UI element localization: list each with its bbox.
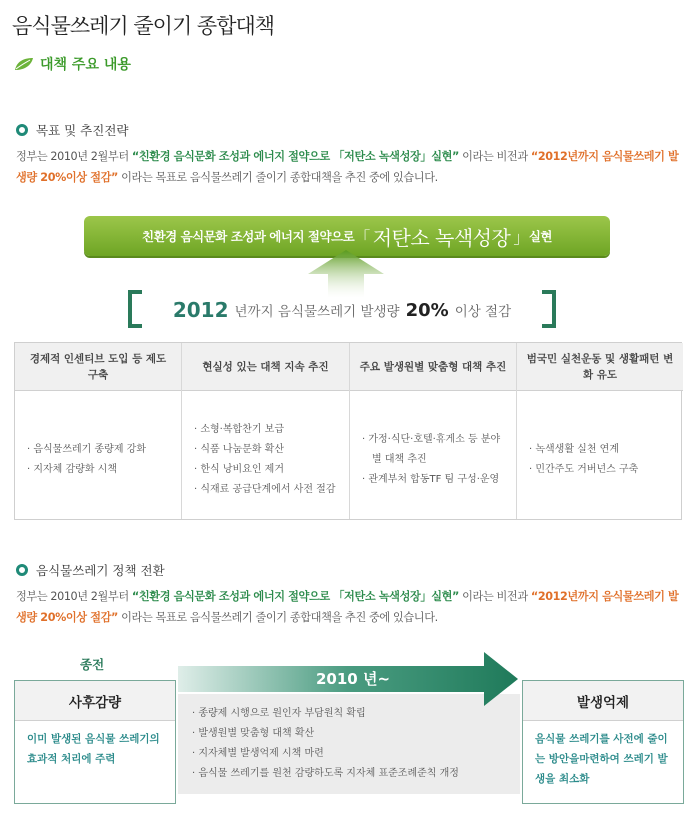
para-text: 이라는 비전과 bbox=[458, 590, 531, 603]
goal-year: 2012 bbox=[172, 298, 229, 322]
banner-bracket: 」 bbox=[513, 227, 529, 247]
section-heading-policy bbox=[16, 561, 165, 579]
para-text: 이라는 비전과 bbox=[458, 150, 531, 163]
strategy-head: 현실성 있는 대책 지속 추진 bbox=[182, 343, 349, 391]
timeline-item: · 종량제 시행으로 원인자 부담원칙 확립 bbox=[192, 708, 366, 719]
strategy-item: · 식품 나눔문화 확산 bbox=[194, 444, 284, 455]
strategy-item: · 한식 낭비요인 제거 bbox=[194, 464, 284, 475]
sub-heading bbox=[14, 54, 131, 74]
before-box-title: 사후감량 bbox=[15, 681, 175, 721]
strategy-column bbox=[350, 343, 517, 519]
section-heading-goals bbox=[16, 121, 128, 139]
para-text: 정부는 2010년 2월부터 bbox=[16, 150, 132, 163]
strategy-column bbox=[15, 343, 182, 519]
timeline-items bbox=[192, 704, 459, 784]
goal-statement bbox=[128, 290, 556, 330]
strategy-body bbox=[182, 391, 349, 519]
before-label: 종전 bbox=[80, 657, 105, 672]
goal-quote: “2012년까지 음식물쓰레기 발생량 20%이상 절감” bbox=[16, 590, 679, 624]
banner-text: 친환경 음식문화 조성과 에너지 절약으로 bbox=[142, 229, 355, 244]
bracket-right bbox=[542, 290, 556, 328]
strategy-item: · 민간주도 거버넌스 구축 bbox=[529, 464, 639, 475]
goal-text: 년까지 음식물쓰레기 발생량 bbox=[234, 304, 400, 320]
bullet-icon bbox=[16, 564, 28, 576]
timeline-item: · 음식물 쓰레기를 원천 감량하도록 지자체 표준조례준칙 개정 bbox=[192, 768, 459, 779]
goal-percent: 20% bbox=[405, 299, 449, 321]
para-text: 이라는 목표로 음식물쓰레기 줄이기 종합대책을 추진 중에 있습니다. bbox=[117, 611, 438, 624]
banner-highlight: 저탄소 녹색성장 bbox=[372, 225, 511, 250]
strategy-body bbox=[15, 391, 181, 519]
strategy-item: · 음식물쓰레기 종량제 강화 bbox=[27, 444, 146, 455]
sub-heading-label: 대책 주요 내용 bbox=[40, 57, 131, 73]
timeline-year: 2010 년~ bbox=[316, 670, 391, 688]
strategy-item: · 지자체 감량화 시책 bbox=[27, 464, 117, 475]
goal-text: 이상 절감 bbox=[454, 304, 512, 320]
after-box bbox=[522, 680, 684, 804]
strategy-item: · 관계부처 합동TF 팀 구성·운영 bbox=[362, 474, 500, 485]
strategy-item: · 소형·복합찬기 보급 bbox=[194, 424, 284, 435]
after-box-text: 음식물 쓰레기를 사전에 줄이는 방안을마련하여 쓰레기 발생을 최소화 bbox=[535, 733, 668, 785]
page-title: 음식물쓰레기 줄이기 종합대책 bbox=[12, 14, 275, 38]
para-text: 정부는 2010년 2월부터 bbox=[16, 590, 132, 603]
strategy-head: 범국민 실천운동 및 생활패턴 변화 유도 bbox=[517, 343, 683, 391]
strategy-column bbox=[517, 343, 683, 519]
strategy-body bbox=[517, 391, 683, 519]
after-box-title: 발생억제 bbox=[523, 681, 683, 721]
strategy-head: 경제적 인센티브 도입 등 제도 구축 bbox=[15, 343, 181, 391]
vision-quote: “친환경 음식문화 조성과 에너지 절약으로 「저탄소 녹색성장」실현” bbox=[131, 590, 459, 603]
timeline-item: · 지자체별 발생억제 시책 마련 bbox=[192, 748, 324, 759]
goal-quote: “2012년까지 음식물쓰레기 발생량 20%이상 절감” bbox=[16, 150, 679, 184]
banner-text: 실현 bbox=[528, 229, 552, 244]
strategy-body bbox=[350, 391, 516, 519]
bracket-left bbox=[128, 290, 142, 328]
strategy-head: 주요 발생원별 맞춤형 대책 추진 bbox=[350, 343, 516, 391]
section1-paragraph bbox=[16, 146, 688, 188]
vision-quote: “친환경 음식문화 조성과 에너지 절약으로 「저탄소 녹색성장」실현” bbox=[131, 150, 459, 163]
bullet-icon bbox=[16, 124, 28, 136]
strategy-table bbox=[14, 342, 682, 520]
strategy-column bbox=[182, 343, 350, 519]
timeline-item: · 발생원별 맞춤형 대책 확산 bbox=[192, 728, 315, 739]
section-heading-label: 목표 및 추진전략 bbox=[36, 123, 129, 138]
strategy-item: · 가정·식단·호텔·휴게소 등 분야별 대책 추진 bbox=[362, 434, 501, 465]
before-box-text: 이미 발생된 음식물 쓰레기의 효과적 처리에 주력 bbox=[27, 733, 160, 765]
banner-bracket: 「 bbox=[354, 227, 370, 247]
para-text: 이라는 목표로 음식물쓰레기 줄이기 종합대책을 추진 중에 있습니다. bbox=[117, 171, 438, 184]
section2-paragraph bbox=[16, 586, 688, 628]
leaf-icon bbox=[14, 57, 34, 71]
section-heading-label: 음식물쓰레기 정책 전환 bbox=[36, 563, 165, 578]
strategy-item: · 녹색생활 실천 연계 bbox=[529, 444, 619, 455]
before-box bbox=[14, 680, 176, 804]
strategy-item: · 식재료 공급단계에서 사전 절감 bbox=[194, 484, 336, 495]
